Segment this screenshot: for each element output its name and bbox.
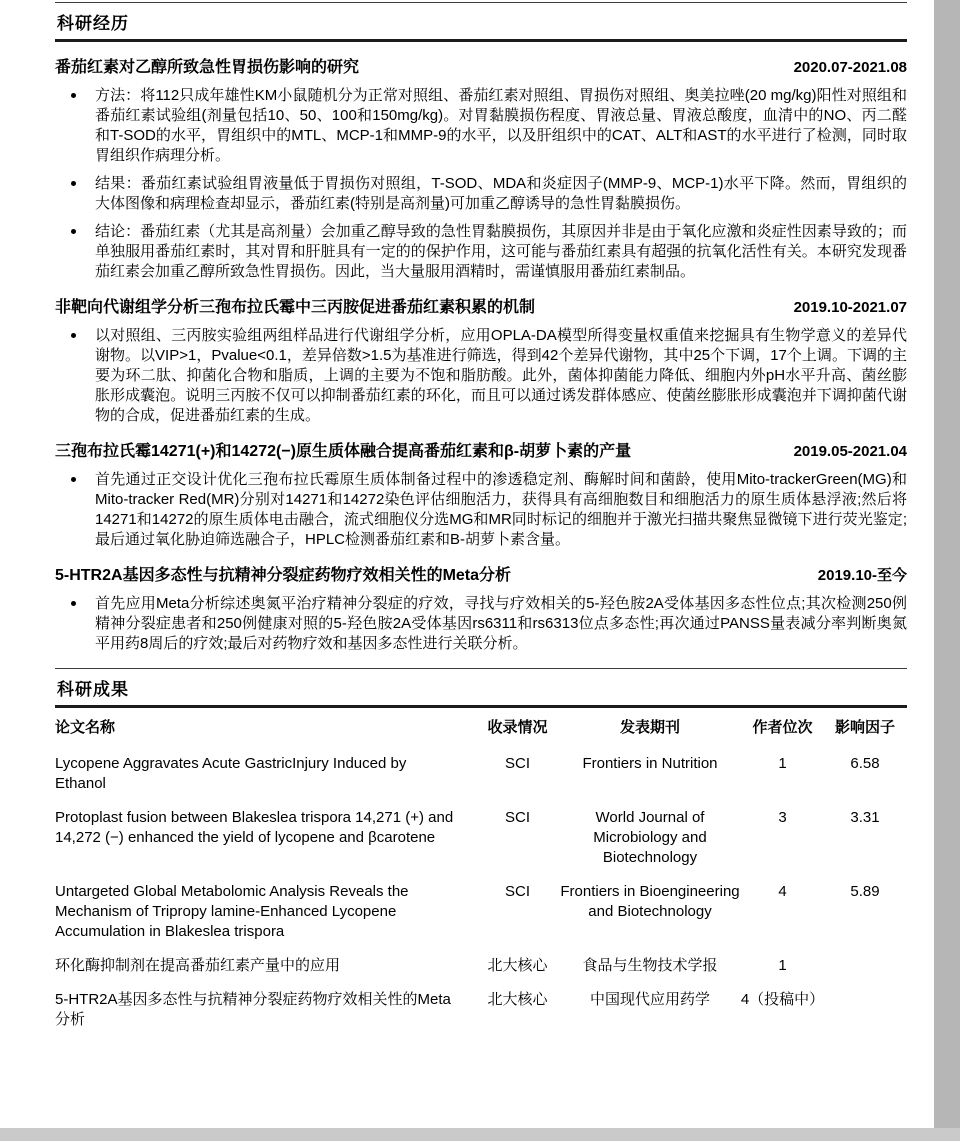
project-bullet-result: 结果：番茄红素试验组胃液量低于胃损伤对照组，T-SOD、MDA和炎症因子(MMP-9、MCP-1)水平下降。然而，胃组织的大体图像和病理检查却显示，番茄红素(特别是高剂量)可加重乙醇诱导的急性胃黏膜损伤。 — [68, 174, 907, 214]
journal-cell: Frontiers in Nutrition — [582, 755, 718, 772]
table-row — [55, 754, 907, 794]
table-row — [55, 808, 907, 868]
project-bullet-method: 方法：将112只成年雄性KM小鼠随机分为正常对照组、番茄红素对照组、胃损伤对照组、奥美拉唑(20 mg/kg)阳性对照组和番茄红素试验组(剂量包括10、50、100和150mg/kg)。对胃黏膜损伤程度、胃液总量、胃液总酸度，血清中的NO、丙二醛和T-SOD的水平，胃组织中的MTL、MCP-1和MMP-9的水平，以及肝组织中的CAT、ALT和AST的水平进行了检测，同时取胃组织作病理分析。 — [68, 86, 907, 166]
cv-content — [55, 0, 907, 1044]
project-bullet: 以对照组、三丙胺实验组两组样品进行代谢组学分析，应用OPLA-DA模型所得变量权重值来挖掘具有生物学意义的差异代谢物。以VIP>1，Pvalue<0.1，差异倍数>1.5为基准进行筛选，得到42个差异代谢物，其中25个下调，17个上调。下调的主要为环二肽、抑菌化合物和脂质，上调的主要为不饱和脂肪酸。此外，菌体抑菌能力降低、细胞内外pH水平升高、菌丝膨胀形成囊泡。说明三丙胺不仅可以抑制番茄红素的环化，而且可以通过诱发群体感应、使菌丝膨胀形成囊泡并下调抑菌代谢物的合成，促进番茄红素的生成。 — [68, 326, 907, 426]
project-bullet-conclusion: 结论：番茄红素（尤其是高剂量）会加重乙醇导致的急性胃黏膜损伤，其原因并非是由于氧化应激和炎症性因素导致的；而单独服用番茄红素时，其对胃和肝脏具有一定的的保护作用，这可能与番茄红素具有超强的抗氧化活性有关。本研究发现番茄红素会加重乙醇所致急性胃损伤。因此，当大量服用酒精时，需谨慎服用番茄红素制品。 — [68, 222, 907, 282]
index-status-cell: SCI — [504, 755, 530, 772]
impact-factor-cell: 6.58 — [850, 755, 880, 772]
header-impact-factor: 影响因子 — [834, 719, 895, 736]
header-index-status: 收录情况 — [487, 719, 548, 736]
section-title-research-experience: 科研经历 — [57, 14, 129, 33]
header-journal: 发表期刊 — [619, 719, 680, 736]
project-date: 2020.07-2021.08 — [793, 59, 907, 76]
table-row — [55, 990, 907, 1030]
paper-title-cell: Lycopene Aggravates Acute GastricInjury Induced by Ethanol — [55, 755, 407, 792]
journal-cell: 中国现代应用药学 — [589, 991, 710, 1008]
paper-title-cell: Untargeted Global Metabolomic Analysis Reveals the Mechanism of Tripropy lamine-Enhanced Lycopene Accumulation in Blakeslea trispora — [55, 883, 409, 940]
project-head — [55, 54, 907, 77]
author-position-cell: 4（投稿中） — [740, 991, 825, 1008]
project-date: 2019.10-至今 — [817, 567, 907, 584]
project-title: 非靶向代谢组学分析三孢布拉氏霉中三丙胺促进番茄红素积累的机制 — [55, 299, 536, 316]
journal-cell: 食品与生物技术学报 — [582, 957, 718, 974]
index-status-cell: SCI — [504, 809, 530, 826]
project-head — [55, 438, 907, 461]
author-position-cell: 1 — [778, 957, 787, 974]
project-lycopene-gastric-injury — [55, 54, 907, 282]
project-title: 三孢布拉氏霉14271(+)和14272(−)原生质体融合提高番茄红素和β-胡萝卜素的产量 — [55, 443, 632, 460]
index-status-cell: 北大核心 — [487, 957, 548, 974]
table-row — [55, 882, 907, 942]
impact-factor-cell: 5.89 — [850, 883, 880, 900]
project-bullets — [68, 86, 907, 282]
project-5htr2a-meta-analysis — [55, 562, 907, 654]
publications-table — [55, 718, 907, 1030]
index-status-cell: 北大核心 — [487, 991, 548, 1008]
author-position-cell: 1 — [778, 755, 787, 772]
impact-factor-cell — [825, 956, 905, 976]
paper-title-cell: Protoplast fusion between Blakeslea trispora 14,271 (+) and 14,272 (−) enhanced the yield of lycopene and βcarotene — [55, 809, 454, 846]
project-bullet: 首先应用Meta分析综述奥氮平治疗精神分裂症的疗效，寻找与疗效相关的5-羟色胺2A受体基因多态性位点;其次检测250例精神分裂症患者和250例健康对照的5-羟色胺2A受体基因rs6311和rs6313位点多态性;再次通过PANSS量表减分率判断奥氮平用药8周后的疗效;最后对药物疗效和基因多态性进行关联分析。 — [68, 594, 907, 654]
journal-cell: Frontiers in Bioengineering and Biotechnology — [560, 883, 740, 920]
impact-factor-cell — [825, 990, 905, 1030]
project-title: 番茄红素对乙醇所致急性胃损伤影响的研究 — [55, 59, 360, 76]
author-position-cell: 3 — [778, 809, 787, 826]
project-date: 2019.05-2021.04 — [793, 443, 907, 460]
project-metabolomics-tripropylamine — [55, 294, 907, 426]
vertical-scrollbar[interactable] — [934, 0, 960, 1141]
paper-title-cell: 环化酶抑制剂在提高番茄红素产量中的应用 — [55, 957, 341, 974]
journal-cell: World Journal of Microbiology and Biotechnology — [593, 809, 707, 866]
project-bullets — [68, 326, 907, 426]
paper-title-cell: 5-HTR2A基因多态性与抗精神分裂症药物疗效相关性的Meta分析 — [55, 991, 451, 1028]
index-status-cell: SCI — [504, 883, 530, 900]
table-row — [55, 956, 907, 976]
header-author-position: 作者位次 — [752, 719, 813, 736]
section-rule-bottom — [55, 705, 907, 708]
section-rule-bottom — [55, 39, 907, 42]
horizontal-scrollbar[interactable] — [0, 1128, 960, 1141]
project-title: 5-HTR2A基因多态性与抗精神分裂症药物疗效相关性的Meta分析 — [55, 567, 512, 584]
research-achievements-header — [55, 668, 907, 708]
author-position-cell: 4 — [778, 883, 787, 900]
project-bullet: 首先通过正交设计优化三孢布拉氏霉原生质体制备过程中的渗透稳定剂、酶解时间和菌龄，使用Mito-trackerGreen(MG)和Mito-tracker Red(MR)分别对14271和14272染色评估细胞活力，获得具有高细胞数目和细胞活力的原生质体悬浮液;然后将14271和14272的原生质体电击融合，流式细胞仪分选MG和MR同时标记的细胞并于激光扫描共聚焦显微镜下进行荧光鉴定;最后通过氧化胁迫筛选融合子，HPLC检测番茄红素和B-胡萝卜素含量。 — [68, 470, 907, 550]
project-bullets — [68, 470, 907, 550]
research-experience-header — [55, 2, 907, 42]
project-bullets — [68, 594, 907, 654]
project-head — [55, 562, 907, 585]
impact-factor-cell: 3.31 — [850, 809, 880, 826]
publications-table-header — [55, 718, 907, 738]
project-protoplast-fusion — [55, 438, 907, 550]
section-title-research-achievements: 科研成果 — [57, 680, 129, 699]
project-date: 2019.10-2021.07 — [793, 299, 907, 316]
project-head — [55, 294, 907, 317]
header-paper-title: 论文名称 — [55, 719, 116, 736]
